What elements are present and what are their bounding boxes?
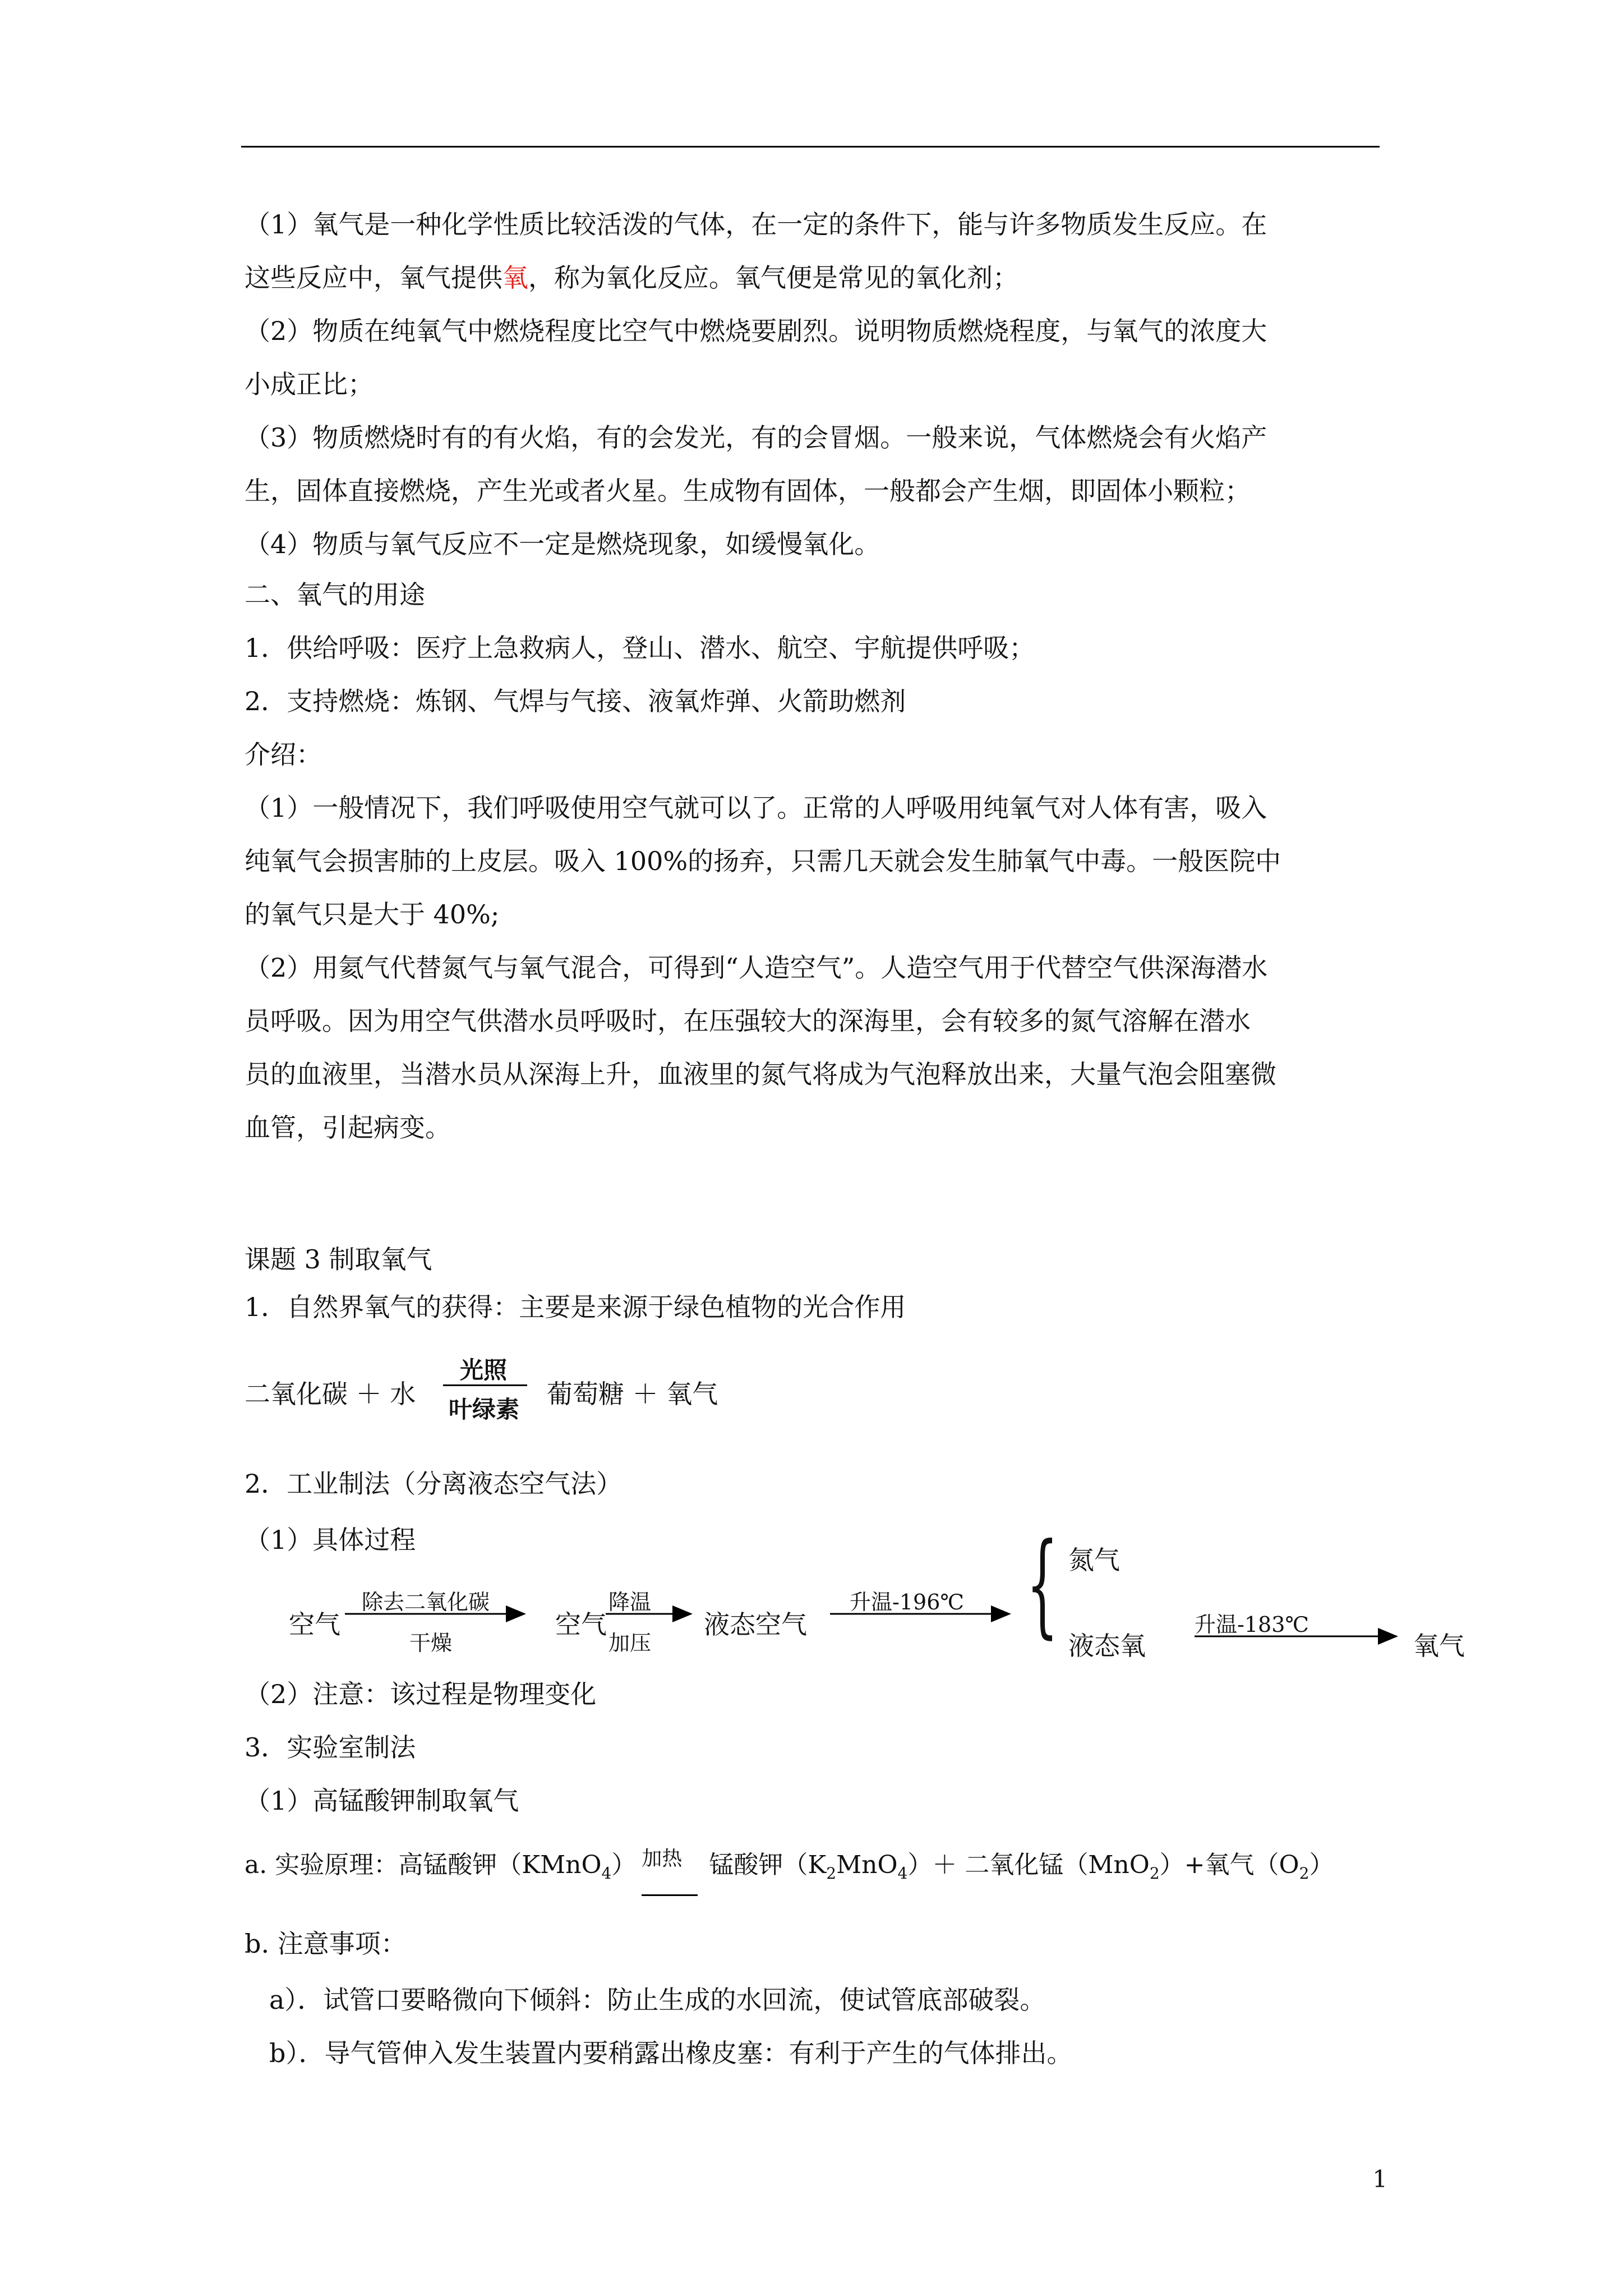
text-run: 这些反应中，氧气提供 <box>245 263 502 293</box>
equation-products: 葡萄糖 ＋ 氧气 <box>547 1379 718 1409</box>
paragraph-line: 2．支持燃烧：炼钢、气焊与气接、液氧炸弹、火箭助燃剂 <box>245 686 906 716</box>
highlighted-text: 氧 <box>502 263 528 293</box>
text-run: MnO <box>836 1851 898 1879</box>
lesson-title: 课题 3 制取氧气 <box>245 1244 432 1274</box>
paragraph-line <box>245 261 1018 295</box>
paragraph-line: （3）物质燃烧时有的有火焰，有的会发光，有的会冒烟。一般来说，气体燃烧会有火焰产 <box>245 422 1267 453</box>
paragraph-line: （1）氧气是一种化学性质比较活泼的气体，在一定的条件下，能与许多物质发生反应。在 <box>245 209 1267 240</box>
paragraph-line: （1）高锰酸钾制取氧气 <box>245 1786 519 1816</box>
flow-air: 空气 <box>289 1609 340 1640</box>
flow-liquid-oxygen: 液态氧 <box>1068 1631 1146 1661</box>
flow-step2-sublabel: 加压 <box>608 1631 652 1655</box>
text-run: ）+氧气（O <box>1159 1851 1299 1879</box>
equation-condition-light: 光照 <box>460 1356 508 1384</box>
paragraph-line: b. 注意事项： <box>245 1929 407 1959</box>
text-run: ） <box>611 1851 637 1879</box>
paragraph-line: 生，固体直接燃烧，产生光或者火星。生成物有固体，一般都会产生烟，即固体小颗粒； <box>245 476 1251 506</box>
flow-nitrogen: 氮气 <box>1068 1545 1120 1575</box>
paragraph-line: 2．工业制法（分离液态空气法） <box>245 1469 623 1499</box>
flow-oxygen: 氧气 <box>1413 1631 1465 1661</box>
reaction-equation <box>245 1848 1334 1885</box>
text-run: ） <box>1309 1851 1334 1879</box>
paragraph-line: 介绍： <box>245 739 322 770</box>
paragraph-line: （2）注意：该过程是物理变化 <box>245 1679 597 1709</box>
flow-liquid-air: 液态空气 <box>704 1609 807 1640</box>
paragraph-line: 员的血液里，当潜水员从深海上升，血液里的氮气将成为气泡释放出来，大量气泡会阻塞微 <box>245 1059 1276 1089</box>
paragraph-line: a）．试管口要略微向下倾斜：防止生成的水回流，使试管底部破裂。 <box>269 1985 1046 2015</box>
flow-step3-label: 升温-196℃ <box>850 1590 964 1614</box>
paragraph-line: 员呼吸。因为用空气供潜水员呼吸时，在压强较大的深海里，会有较多的氮气溶解在潜水 <box>245 1006 1251 1036</box>
flow-step4-label: 升温-183℃ <box>1195 1612 1309 1637</box>
flow-air-purified: 空气 <box>555 1609 607 1640</box>
text-run: ，称为氧化反应。氧气便是常见的氧化剂； <box>528 263 1018 293</box>
paragraph-line: （2）用氦气代替氮气与氧气混合，可得到“人造空气”。人造空气用于代替空气供深海潜水 <box>245 953 1268 983</box>
paragraph-line: 血管，引起病变。 <box>245 1112 451 1143</box>
paragraph-line: 小成正比； <box>245 369 374 399</box>
page-number: 1 <box>1372 2165 1387 2193</box>
subscript: 2 <box>1149 1864 1160 1883</box>
paragraph-line: （1）一般情况下，我们呼吸使用空气就可以了。正常的人呼吸用纯氧气对人体有害，吸入 <box>245 793 1267 823</box>
equation-reactants: 二氧化碳 ＋ 水 <box>245 1379 416 1409</box>
paragraph-line: 3．实验室制法 <box>245 1732 416 1763</box>
paragraph-line: b）．导气管伸入发生装置内要稍露出橡皮塞：有利于产生的气体排出。 <box>269 2038 1073 2068</box>
paragraph-line: （1）具体过程 <box>245 1525 416 1555</box>
flow-split-brace: { <box>1026 1519 1059 1650</box>
paragraph-line: （2）物质在纯氧气中燃烧程度比空气中燃烧要剧烈。说明物质燃烧程度，与氧气的浓度大 <box>245 316 1267 346</box>
subscript: 4 <box>897 1864 908 1883</box>
text-run: ）＋ 二氧化锰（MnO <box>907 1851 1150 1879</box>
subscript: 2 <box>826 1864 837 1883</box>
reaction-bar <box>642 1894 698 1896</box>
reaction-condition: 加热 <box>642 1847 683 1870</box>
flow-step2-label: 降温 <box>608 1590 652 1614</box>
subscript: 2 <box>1299 1864 1310 1883</box>
paragraph-line: （4）物质与氧气反应不一定是燃烧现象，如缓慢氧化。 <box>245 529 880 559</box>
subscript: 4 <box>601 1864 612 1883</box>
paragraph-line: 的氧气只是大于 40%; <box>245 899 500 930</box>
paragraph-line: 纯氧气会损害肺的上皮层。吸入 100%的扬弃，只需几天就会发生肺氧气中毒。一般医院中 <box>245 846 1281 876</box>
section-heading: 二、氧气的用途 <box>245 579 425 610</box>
text-run: a. 实验原理：高锰酸钾（KMnO <box>245 1851 602 1879</box>
paragraph-line: 1．自然界氧气的获得：主要是来源于绿色植物的光合作用 <box>245 1292 906 1322</box>
equation-bar <box>443 1384 527 1386</box>
paragraph-line: 1．供给呼吸：医疗上急救病人，登山、潜水、航空、宇航提供呼吸； <box>245 633 1035 663</box>
flow-step1-sublabel: 干燥 <box>409 1631 453 1655</box>
text-run: 锰酸钾（K <box>709 1851 827 1879</box>
flow-step1-label: 除去二氧化碳 <box>362 1590 490 1614</box>
equation-condition-chlorophyll: 叶绿素 <box>449 1396 520 1423</box>
header-rule <box>241 146 1380 148</box>
